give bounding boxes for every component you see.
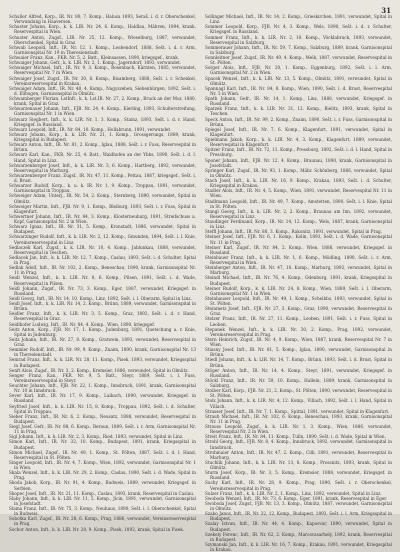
list-entry: Seidl Georg, Inft., IR. Nr. 14, 10. Komp., Linz, 1892, Sešt. i. l. Oberarm, Spital in Linz. [9,295,192,301]
list-entry: Sedlacek Jan, Inft., k. k. LIR. Nr. 12, 7. Komp., Caslau, 1893, Sešt. i. d. Schulter, Spital in Prag. [9,254,196,265]
list-entry: Steinmetz Josef, Inft., FJB. Nr. 27, 3. Komp., Graz, 1890, verwundet, Reservespital in Graz. [205,306,392,317]
list-entry: Schwaiger Michael, Inft., IR. Nr. 9, 3. Komp., Rosenbach, Kärnten, 1885, verwundet, Reservespital Nr. 7 in Wien. [9,65,196,76]
left-column [9,14,196,532]
list-entry: Spacek Wenzel, Inft., k. k. LIR. Nr. 13, 5. Komp., Olmütz, 1891, verwundet, Spital in Olmütz. [205,75,392,86]
list-entry: Schuller Alfred, Korp., IR. Nr. 80, 7. Komp., Halusa 1893, Seraš. i. d. r. Oberschenkel, Verwundung in Haaversen. [9,14,196,25]
list-entry: Semrad Franz, Inft., k. k. LIR. Nr. 28, 11. Komp., Pisek, 1893, verwundet, Kriegsspital in Budapest. [9,357,196,368]
list-entry: Stöckl Franz, Inft., IR. Nr. 59, 10. Komp., Hallein, 1889, krank, Garnisonspital in Salzburg. [205,377,392,388]
list-entry: Spitzer Franz, Inft., IR. Nr. 72, 11. Komp., Pressburg, 1892, Sešt. i. d. l. Hand, Spital in Pressburg. [205,147,392,158]
list-entry: Steindl Michael, Inft., IR. Nr. 76, 4. Komp., Ödenburg, 1891, krank, Kriegsspital in Budapest. [205,275,392,286]
list-entry: Schwarzenauer Johann, Inft., FJB. Nr. 24, 4. Komp., Kierling, 1893, Schulterstreifung, Garnisonspital Nr. 1 in Wien. [9,106,196,117]
list-entry: Seitz Johann, Inft., IR. Nr. 27, 8. Komp., Gratwein, 1893, verwundet, Reservespital in Graz. [9,336,196,347]
list-entry: Strohmaier Anton, Inft., IR. Nr. 47, 2. Komp., Cilli, 1891, verwundet, Reservespital in Marburg. [205,449,392,460]
list-entry: Senft Alois, Zugsf., IR. Nr. 3, 2. Komp., Kremsier, 1886, verwundet, Spital in Olmütz. [9,367,189,373]
list-entry: Steinhauser Leopold, Inft., IR. Nr. 49, 1. Komp., Scheibbs, 1893, verwundet, Spital in St. Pölten. [205,295,392,306]
list-entry: Steiner Karl, Zugsf., IR. Nr. 84, 2. Komp., Wien, 1888, verwundet, Kriegsgef. in Russland. [205,244,392,255]
list-entry: Szalay Istvan, Inft., IR. Nr. 44, 4. Komp., Kaposvar, 1890, verwundet, Spital in Budapest. [205,521,392,532]
list-entry: Schwarz Ignaz, Inft., IR. Nr. 31, 5. Komp., Kronstadt, 1886, verwundet, Spital in Budapest. [9,224,196,235]
list-entry: Streit Franz, Inft., IR. Nr. 84, 11. Komp., Tulln, 1890, Sešt. i. d. Wade, Spital in Wien. [205,434,386,440]
list-entry: Schwaiger Josef, Zugsf., IR. Nr. 30, 8. Komp., Bisamberg, 1888, Sešt. i. r. Schenkel, Vereinsreservespital in Krakau. [9,75,196,86]
list-entry: Sochor Anton, Inft., k. k. LIR. Nr. 28, 9. Komp., Pisek, 1892, krank, Spital in Pisek. [9,526,185,532]
list-entry: Sommerauer Johann, Inft., IR. Nr. 59, 7. Komp., Salzburg, 1889, krank, Garnisonspital in Salzburg. [205,44,392,55]
list-entry: Stoiber Karl, Korp., FJB. Nr. 21, 2. Komp., St. Pölten, 1890, verwundet, Reservespital in St. Pölten. [205,388,392,399]
list-entry: Strasser Josef, Inft., IR. Nr. 7, 1. Komp., Spittal, 1891, verwundet, Spital in Klagenfurt. [205,408,390,414]
list-entry: Schwaier Franz, Kan., FKR. Nr. 5, 2. Batt., Kleinsassen, 1890, kriegsgef., krank. [9,55,180,60]
list-entry: Stadler Alois, Inft., IR. Nr. 4, 5. Komp., Wien, 1891, verwundet, Reservespital Nr. 11 in Wien. [205,188,392,199]
list-entry: Skopec Josef, Inft., IR. Nr. 21, 11. Komp., Caslau, 1893, krank, Reservespital in Caslau. [9,490,195,496]
list-entry: Sedlak Adolf, Inft., IR. Nr. 102, 2. Komp., Beneschau, 1890, krank, Garnisonspital Nr. 11 in Prag. [9,265,196,276]
list-entry: Stern Heinrich, Zugsf., IR. Nr. 4, 9. Komp., Wien, 1887, krank, Reservespital Nr. 7 in Wien. [205,336,392,347]
list-entry: Steinberger Anton, Inft., IR. Nr. 47, 10. Komp., Marburg, 1892, verwundet, Spital in Marburg. [205,265,392,276]
page-number: 31 [381,6,391,15]
list-entry: Slama Franz, Inft., IR. Nr. 75, 3. Komp., Neuhaus, 1890, Sešt. i. l. Oberschenkel, Spital in Budweis. [9,506,196,517]
list-entry: Siegl Josef, Gefr., IR. Nr. 88, 6. Komp., Beraun, 1889, Sešt. i. r. Arm, Garnisonspital Nr. 11 in Prag. [9,424,196,435]
list-entry: Skala Wenzel, Inft., k. k. LIR. Nr. 29, 2. Komp., Caslau, 1890, Sešt. i. d. Wade, Spital in Prag. [9,470,196,481]
list-entry: Schwab Leopold, Inft., IR. Nr. 12, 1. Komp., Leobendorf, 1888, Sešt. i. d. r. Arm, Garnisonspital Nr. 19 in Theresienstadt. [9,44,196,55]
list-entry: Szabo Janos, Inft., IR. Nr. 32, 12. Komp., Budapest, 1893, Sešt. i. l. Arm, Kriegsspital in Budapest. [205,511,392,522]
list-entry: Steinbauer Franz, Inft., k. k. LIR. Nr. 1, 6. Komp., Mödling, 1890, Sešt. i. r. Arm, Reservespital in Wien. [205,254,392,265]
list-entry: Seidl Josef, Inft., k. k. LIR. Nr. 14, 2. Komp., Brünn, 1889, verwundet, Garnisonspital in Brünn. [9,301,196,312]
list-entry: Stach Josef, Inft., k. k. LIR. Nr. 16, 9. Komp., Krakau, 1893, Sešt. i. d. Schulter, Kriegsspital in Krakau. [205,178,392,189]
list-entry: Slaby Johann, Inft., k. k. LIR. Nr. 11, 5. Komp., Jicin, 1891, verwundet, Garnisonspital in Josefstadt. [9,495,196,506]
list-entry: Stiasny Josef, Inft., IR. Nr. 81, 5. Komp., Iglau, 1890, verwundet, Garnisonspital in Brünn. [205,347,392,358]
list-entry: Seidl Wenzel, Inft., k. k. LIR. Nr. 8, 6. Komp., Pilsen, 1891, Sešt. i. d. Wade, Reservespital in Pilsen. [9,275,196,286]
list-entry: Schwamberger Florian, LstInft., k. k. Lst.IR. Nr. 27, 2. Komp., Bruck an der Mur, 1880, krank, Spital in Graz. [9,96,196,107]
list-entry: Schwarzenberger Josef, Inft., k. k. LIR. Nr. 3, 6. Komp., Hartberg, 1892, verwundet, Reservespital in Marburg. [9,162,196,173]
list-entry: Sponer Johann, Inft., FJB. Nr. 12, 4. Komp., Braunau, 1890, krank, Garnisonspital in Josefstadt. [205,157,392,168]
list-entry: Seidler Franz, Inft., k. k. LIR. Nr. 3, 5. Komp., Graz, 1892, Sešt. i. d. r. Hand, Reservespital in Graz. [9,311,196,322]
right-column [205,14,392,552]
list-entry: Schwarz Siegbert, Inft., k. k. LIR. Nr. 1, 3. Komp., Stainz, 1893, Sešt. i. d. r. Hand, Kriegsgef. in Russland. [9,116,196,127]
list-entry: Swoboda Josef, Zugsf., FJB. Nr. 13, 3. Komp., Olmütz, 1887, verwundet, Garnisonspital in Olmütz. [205,500,392,511]
list-entry: Straub Michael, Inft., IR. Nr. 102, 6. Komp., Beneschau, 1893, krank, Garnisonspital Nr. 11 in Prag. [205,413,392,424]
list-entry: Schwertner Johann, Inft., IR. Nr. 84, 3. Komp., Klosterneuburg, 1891, Streifschuss a. Kopf, Garnisonspital Nr. 2 in Wien. [9,213,196,224]
list-entry: Sollinger Michael, Inft., IR. Nr. 14, 2. Komp., Grieskirchen, 1891, verwundet, Spital in Linz. [205,14,392,25]
list-entry: Simon Michael, Zugsf., IR. Nr. 49, 1. Komp., St. Pölten, 1887, Sešt. i. d. l. Hand, Reservespital in St. Pölten. [9,449,196,460]
list-entry: Semmler Rudolf, Inft., IR. Nr. 99, 9. Komp., Znaim, 1890, krank, Garnisonspital Nr. 13 in Theresienstadt. [9,347,196,358]
list-entry: Simon Karl, Inft., IR. Nr. 32, 10. Komp., Budapest, 1891, krank, Kriegsspital in Budapest. [9,439,196,450]
list-entry: Seidl Johann, Zugsf., IR. Nr. 73, 3. Komp., Eger, 1887, verwundet, Kriegsgef. in Russland. [9,285,196,296]
list-entry: Spiegel Josef, Inft., IR. Nr. 7, 6. Komp., Klagenfurt, 1891, verwundet, Spital in Klagenfurt. [205,126,392,137]
list-entry: Schwaiger Adam, Inft., IR. Nr. 48, 4. Komp., Nagyszeben, Siebenbürgen, 1892, Sešt. i. d. Ellbogen, Garnisonspital in Olmütz. [9,85,196,96]
list-entry: Strauss Leopold, Zugsf., k. k. LIR. Nr. 1, 3. Komp., Wien, 1886, verwundet, Reservespital Nr. 2 in Wien. [205,424,392,435]
list-entry: Schwarz Karl, Kan., FKR. Nr. 25, 4. Batt., Waidhofen an der Ybbs, 1890, Sešt. i. d. l. Hand, Spital in Linz. [9,152,196,163]
list-entry: Sigl Johann, Inft., k. k. LIR. Nr. 2, 3. Komp., Ried, 1893, verwundet, Spital in Linz. [9,434,184,440]
list-entry: Speck Anton, Inft., IR. Nr. 99, 2. Komp., Znaim, 1890, Sešt. i. r. Fuss, Garnisonspital in Brünn. [205,116,392,127]
list-entry: Steiner Josef, Inft., FJB. Nr. 6, 1. Komp., Kolin, 1893, Sešt. i. d. Wade, Garnisonspital Nr. 11 in Prag. [205,234,392,245]
list-entry: Schwaiger Johann, Gefr., k. k. LIR. Nr. 2, 1. Komp., Jagerndorf, 1893, verwundet. [9,60,182,66]
list-entry: Sieber Franz, Inft., IR. Nr. 6, 2. Komp., Neusatz, 1888, verwundet, Reservespital in Budapest. [9,413,196,424]
list-entry: Skoda Jakob, Korp., IR. Nr. 91, 4. Komp., Budweis, 1889, verwundet, Kriegsgef. in Serbien. [9,480,196,491]
list-entry: Seidlhofer Ludwig, Inft., IR. Nr. 84, 4. Komp., Wien, 1890, kriegsgef. [9,321,155,327]
list-entry: Sever Karl, Inft., IR. Nr. 17, 9. Komp., Laibach, 1890, verwundet, Kriegsgef. in Russland. [9,393,196,404]
list-entry: Schwarzer Rudolf, Korp., k. u. k. IR. Nr. 1, 9. Komp., Troppau, 1891, verwundet, Garnisonspital in Troppau. [9,183,196,194]
list-entry: Schweiger Martin, Inft., FJB. Nr. 9, 1. Komp., Bleiburg, 1893, Sešt. i. r. Fuss, Spital in Klagenfurt. [9,203,196,214]
list-entry: Stangl Georg, Inft., k. k. LIR. Nr. 2, 2. Komp., Braunau am Inn, 1892, verwundet, Reservespital in Linz. [205,208,392,219]
list-entry: Steiner Rudolf, Korp., k. k. LIR. Nr. 24, 8. Komp., Wien, 1889, Sešt. i. l. Oberarm, Garnisonspital Nr. 1 in Wien. [205,285,392,296]
list-entry: Sedlaczek Karl, Zugsf., k. k. LIR. Nr. 10, 4. Komp., Jablunkau, 1888, verwundet, Reservespital in Teschen. [9,244,196,255]
list-entry: Spannagl Karl, Inft., IR. Nr. 84, 8. Komp., Wien, 1890, Sešt. i. d. Brust, Reservespital Nr. 5 in Wien. [205,85,392,96]
list-entry: Steffl Johann, Inft., IR. Nr. 88, 3. Komp., Rakonitz, 1891, verwundet, Spital in Prag. [205,229,383,235]
list-entry: Schwarzinger Rudolf, Inft., k. k. LIR. Nr. 2, 12. Komp., Gmunden, 1894, Sešt. i. l. Knie, Vereinsreservespital in Linz. [9,234,196,245]
list-entry: Schwarz Anton, Inft., IR. Nr. 81, 2. Komp., Iglau, 1888, Sešt. i. r. Fuss, Reservespital in Brünn. [9,142,196,153]
list-entry: Spath Johann, Gefr., IR. Nr. 14, 1. Komp., Linz, 1888, verwundet, Kriegsgef. in Russland. [205,96,392,107]
columns-container [9,14,392,552]
list-entry: Staudinger Ferdinand, Korp., IR. Nr. 14, 12. Komp., Wels, 1887, krank, Garnisonspital in Linz. [205,219,392,230]
list-entry: Schuster Johann, Korp., k. k. LIR. Nr. 24, 6. Komp., Haldlau, Mähren, 1894, krank, Reservespital in Wien. [9,24,196,35]
list-entry: Stuchlik Johann, Inft., k. k. LIR. Nr. 13, 8. Komp., Prossnitz, 1893, krank, Spital in Olmütz. [205,459,392,470]
list-entry: Sonnleitner Josef, Zugsf., IR. Nr. 49, 4. Komp., Melk, 1887, verwundet, Reservespital in St. Pölten. [205,55,392,66]
list-entry: Springer Karl, Zugsf., IR. Nr. 93, 1. Komp., Mähr. Schönberg, 1886, verwundet, Spital in Olmütz. [205,167,392,178]
list-entry: Schwarzenberger Franz, Zugsf., IR. Nr. 47, 11. Komp., Pettau, 1887, kriegsgef., Sešt. i. d. Brust. [9,172,196,183]
list-entry: Szekely Ferenc, Inft., IR. Nr. 62, 2. Komp., Marosvasarhely, 1892, krank, Reservespital in Budapest. [205,531,392,542]
list-entry: Schuster Anton, Zugsf., LIR. Nr. 25, 12. Komp., Wieselburg, 1887, verwundet, Oberschenkel, Spital in Graz. [9,34,196,45]
list-entry: Stadlmann Leopold, Inft., IR. Nr. 49, 7. Komp., Amstetten, 1890, Sešt. i. l. Knie, Spital in St. Pölten. [205,198,392,209]
list-entry: Suchy Karl, Inft., IR. Nr. 28, 9. Komp., Prag, 1890, Sešt. i. r. Oberschenkel, Vereinsreservespital in Prag. [205,480,392,491]
list-entry: Stiedl Johann, Inft., k. k. LIR. Nr. 14, 7. Komp., Brünn, 1893, Sešt. i. d. Brust, Spital in Brünn. [205,357,392,368]
list-entry: Strobl Georg, Inft., FJB. Nr. 8, 4. Komp., Innsbruck, 1892, verwundet, Garnisonspital in Innsbruck. [205,439,392,450]
list-entry: Sorger Alois, Inft., FJB. Nr. 20, 1. Komp., Eggenburg, 1892, Sešt. i. l. Arm, Garnisonspital Nr. 2 in Wien. [205,65,392,76]
list-entry: Schwarz Johann, Korp., k. k. LIR. Nr. 21, 1. Komp., Grossgerungs, 1889, krank, Kriegsspital in Budapest. [9,131,196,142]
list-entry: Swoboda Wenzel, Inft., IR. Nr. 73, 6. Komp., Eger, 1891, krank, Reservespital in Eger. [205,495,388,501]
list-entry: Senger Franz, Kan., FKR. Nr. 9, 5. Batt., Steyr, 1889, Sešt. i. l. Fuss, Vereinsreservespital in Steyr. [9,372,196,383]
list-entry: Stelzer Franz, Inft., IR. Nr. 27, 11. Komp., Leoben, 1891, Sešt. i. r. Fuss, Spital in Leoben. [205,316,392,327]
list-entry: Stolz Johann, Inft., k. k. LIR. Nr. 4, 12. Komp., Villach, 1892, Sešt. i. l. Hand, Spital in Villach. [205,398,392,409]
list-entry: Spatzek Franz, Inft., k. k. LIR. Nr. 31, 12. Komp., Bielitz, 1893, krank, Spital in Teschen. [205,106,392,117]
list-entry: Seyfried Josef, Inft., k. k. LIR. Nr. 15, 8. Komp., Troppau, 1892, Sešt. i. d. Schulter, Spital in Troppau. [9,403,196,414]
list-entry: Stöger Anton, Inft., IR. Nr. 14, 4. Komp., Steyr, 1891, verwundet, Kriegsgef. in Russland. [205,367,392,378]
list-entry: Sommer Franz, Inft., k. k. LIR. Nr. 2, 10. Komp., Vöcklabruck, 1893, verwundet, Reservespital in Salzburg. [205,34,392,45]
list-entry: Sobotka Karl, Zugsf., IR. Nr. 28, 6. Komp., Prag, 1886, verwundet, Vereinsreservespital in Prag. [9,516,196,527]
list-entry: Stepanek Wenzel, Inft., k. k. LIR. Nr. 30, 2. Komp., Prag, 1892, verwundet, Vereinsreservespital in Prag. [205,326,392,337]
list-entry: Singer Leopold, Inft., IR. Nr. 4, 7. Komp., Wien, 1892, verwundet, Garnisonspital Nr. 1 in Wien. [9,459,196,470]
list-entry: Spielmann Jakob, Korp., k. k. LIR. Nr. 4, 3. Komp., Klagenfurt, 1889, verwundet, Reservespital in Klagenfurt. [205,137,392,148]
list-entry: Szymanski Jan, Inft., k. k. LIR. Nr. 16, 7. Komp., Krakau, 1891, verwundet, Kriegsspital in Krakau. [205,541,392,552]
list-entry: Sommer Leopold, Korp., FJB. Nr. 4, 3. Komp., Wels, 1890, Sešt. i. d. r. Schulter, Kriegsgef. in Russland. [205,24,392,35]
list-entry: Schwarz Leopold, Inft., IR. Nr. 84, 10. Komp., Hollabrunn, 1891, verwundet. [9,126,172,132]
list-entry: Sturm Josef, Korp., IR. Nr. 3, 5. Komp., Kremsier, 1888, verwundet, Kriegsgef. in Russland. [205,470,392,481]
list-entry: Seuchter Johann, Inft., FJB. Nr. 22, 1. Komp., Innsbruck, 1891, krank, Garnisonspital Nr. 10 in Innsbruck. [9,383,196,394]
list-entry: Sulzer Franz, Inft., k. k. LIR. Nr. 2, 1. Komp., Linz, 1892, verwundet, Spital in Linz. [205,490,382,496]
list-entry: Schweiger Adam, Unterj., IR. Nr. 54, 2. Komp., Sternberg, 1890, verwundet, Spital in Olmütz. [9,193,196,204]
list-entry: Seitz Anton, Korp., FJB. Nr. 17, 1. Komp., Judenburg, 1891, Quetschung a. r. Knie, Spital in Judenburg. [9,326,196,337]
